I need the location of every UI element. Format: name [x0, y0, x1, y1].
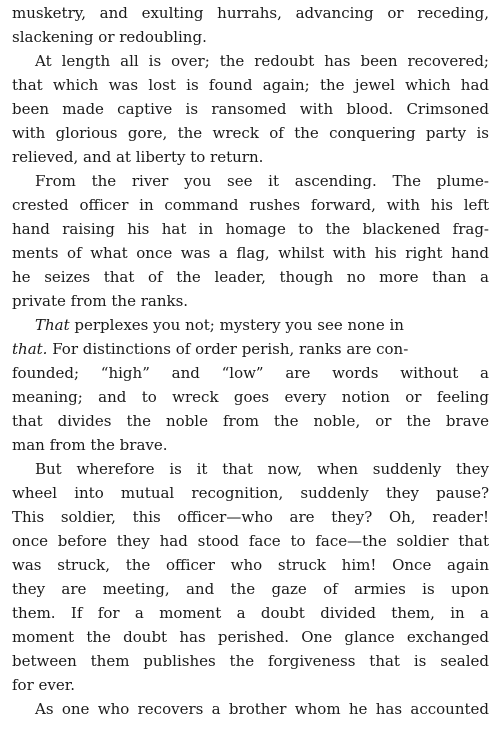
text-line: was struck, the officer who struck him! Once again: [12, 556, 489, 574]
text-line: he seizes that of the leader, though no more than a: [12, 268, 489, 286]
text-line: ments of what once was a flag, whilst with his right hand: [12, 244, 489, 262]
text-line: private from the ranks.: [12, 292, 189, 310]
text-line: man from the brave.: [12, 436, 168, 454]
text-line: As one who recovers a brother whom he has accounted: [35, 700, 489, 718]
text-line: crested officer in command rushes forward, with his left: [12, 196, 489, 214]
text-line: that which was lost is found again; the jewel which had: [12, 76, 489, 94]
text-line: once before they had stood face to face—the soldier that: [12, 532, 489, 550]
text-line: But wherefore is it that now, when suddenly they: [35, 460, 489, 478]
text-line: with glorious gore, the wreck of the conquering party is: [12, 124, 489, 142]
text-line: From the river you see it ascending. The plume-: [35, 172, 489, 190]
text-run: For distinctions of order perish, ranks are con-: [47, 340, 409, 358]
text-line: that divides the noble from the noble, or the brave: [12, 412, 489, 430]
text-line: [12, 313, 489, 337]
text-line: them. If for a moment a doubt divided them, in a: [12, 604, 489, 622]
italic-word: that.: [12, 340, 48, 358]
text-line: wheel into mutual recognition, suddenly they pause?: [12, 484, 489, 502]
text-line: between them publishes the forgiveness that is sealed: [12, 652, 489, 670]
text-line: they are meeting, and the gaze of armies is upon: [12, 580, 489, 598]
text-line: At length all is over; the redoubt has been recovered;: [35, 52, 489, 70]
text-line: hand raising his hat in homage to the blackened frag-: [12, 220, 489, 238]
text-line: moment the doubt has perished. One glance exchanged: [12, 628, 489, 646]
text-line: for ever.: [12, 676, 76, 694]
text-line: meaning; and to wreck goes every notion or feeling: [12, 388, 489, 406]
text-line: slackening or redoubling.: [12, 28, 207, 46]
italic-word: That: [35, 316, 70, 334]
text-line: This soldier, this officer—who are they? Oh, reader!: [12, 508, 489, 526]
text-line: [12, 337, 489, 361]
text-run: perplexes you not; mystery you see none in: [69, 316, 404, 334]
text-line: been made captive is ransomed with blood. Crimsoned: [12, 100, 489, 118]
text-line: musketry, and exulting hurrahs, advancing or receding,: [12, 4, 489, 22]
text-line: relieved, and at liberty to return.: [12, 148, 264, 166]
text-line: founded; “high” and “low” are words without a: [12, 364, 489, 382]
